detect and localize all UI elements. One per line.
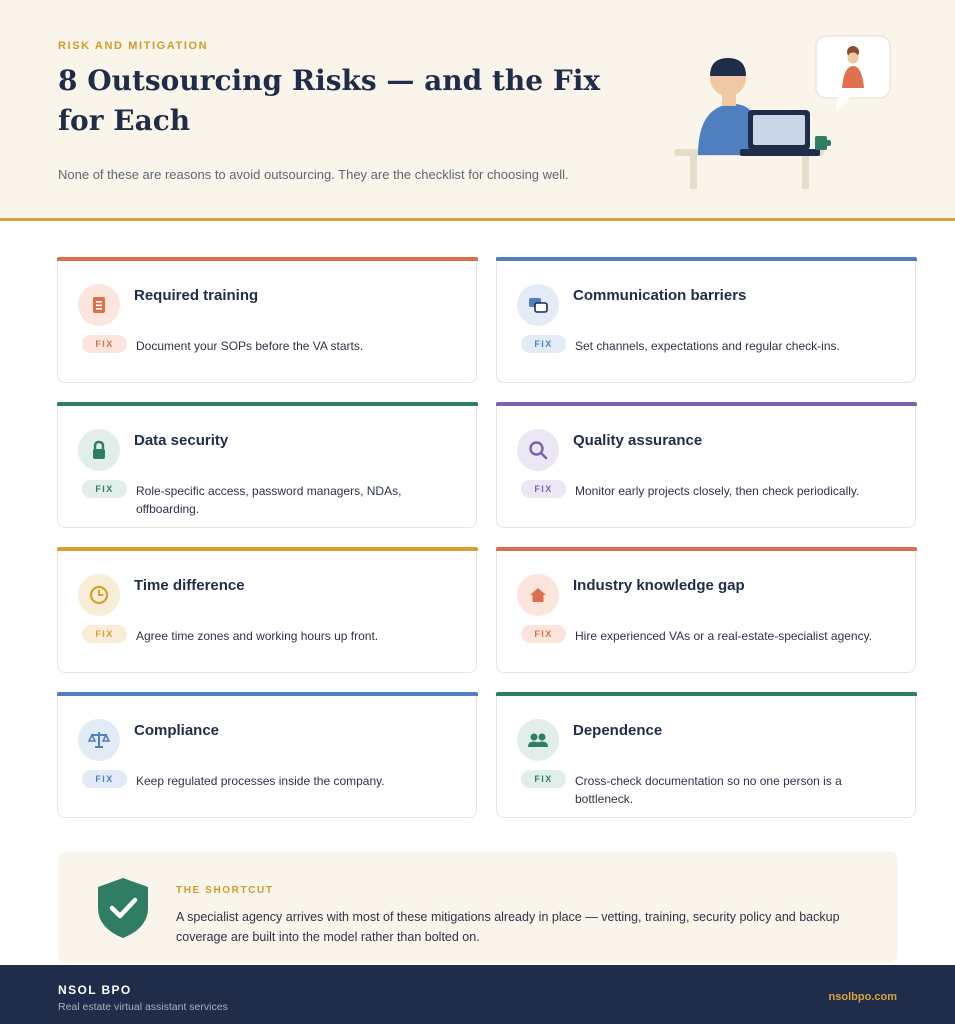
people-icon (517, 719, 559, 761)
magnifier-icon (517, 429, 559, 471)
scales-icon (78, 719, 120, 761)
card-accent-bar (496, 547, 917, 551)
person-at-laptop-illustration (668, 30, 908, 195)
risk-card-quality-assurance (496, 402, 916, 528)
footer-tagline: Real estate virtual assistant services (58, 1001, 228, 1013)
fix-badge: FIX (82, 625, 127, 643)
fix-badge: FIX (82, 480, 127, 498)
risk-card-compliance (57, 692, 477, 818)
risk-title: Quality assurance (573, 432, 703, 449)
risk-title: Industry knowledge gap (573, 577, 745, 594)
card-accent-bar (57, 257, 478, 261)
shortcut-label: THE SHORTCUT (176, 885, 274, 896)
footer-brand: NSOL BPO (58, 983, 132, 997)
risk-card-industry-knowledge-gap (496, 547, 916, 673)
fix-badge: FIX (521, 770, 566, 788)
card-accent-bar (496, 257, 917, 261)
card-accent-bar (57, 692, 478, 696)
fix-text: Agree time zones and working hours up front. (136, 629, 379, 643)
risk-title: Compliance (134, 722, 220, 739)
card-accent-bar (496, 692, 917, 696)
fix-text: Role-specific access, password managers, NDAs, offboarding. (136, 484, 402, 516)
card-accent-bar (57, 402, 478, 406)
fix-text: Hire experienced VAs or a real-estate-specialist agency. (575, 629, 873, 643)
fix-text: Monitor early projects closely, then check periodically. (575, 484, 860, 498)
footer-url-link[interactable]: nsolbpo.com (828, 991, 897, 1003)
shortcut-text: A specialist agency arrives with most of these mitigations already in place — vetting, training, security policy and backup coverage are built into the model rather than bolted on. (176, 910, 840, 944)
header (0, 0, 955, 221)
card-accent-bar (496, 402, 917, 406)
document-icon (78, 284, 120, 326)
risk-title: Dependence (573, 722, 663, 739)
lock-icon (78, 429, 120, 471)
risk-title: Communication barriers (573, 287, 747, 304)
footer (0, 965, 955, 1024)
risk-card-dependence (496, 692, 916, 818)
clock-icon (78, 574, 120, 616)
shortcut-callout (58, 852, 898, 963)
shield-check-icon (96, 876, 150, 940)
risk-card-required-training (57, 257, 477, 383)
fix-badge: FIX (521, 480, 566, 498)
fix-text: Cross-check documentation so no one person is a bottleneck. (575, 774, 842, 806)
eyebrow: RISK AND MITIGATION (58, 40, 209, 52)
house-icon (517, 574, 559, 616)
risk-title: Data security (134, 432, 229, 449)
risk-card-time-difference (57, 547, 477, 673)
page-subtitle: None of these are reasons to avoid outsourcing. They are the checklist for choosing well. (58, 167, 569, 182)
fix-badge: FIX (82, 335, 127, 353)
fix-text: Keep regulated processes inside the company. (136, 774, 385, 788)
page-title: 8 Outsourcing Risks — and the Fix for Each (58, 64, 601, 137)
risk-card-data-security (57, 402, 477, 528)
fix-badge: FIX (521, 335, 566, 353)
risk-title: Required training (134, 287, 259, 304)
risk-title: Time difference (134, 577, 245, 594)
card-accent-bar (57, 547, 478, 551)
risk-card-communication-barriers (496, 257, 916, 383)
fix-text: Document your SOPs before the VA starts. (136, 339, 364, 353)
fix-badge: FIX (82, 770, 127, 788)
fix-badge: FIX (521, 625, 566, 643)
fix-text: Set channels, expectations and regular check-ins. (575, 339, 840, 353)
chat-bubbles-icon (517, 284, 559, 326)
